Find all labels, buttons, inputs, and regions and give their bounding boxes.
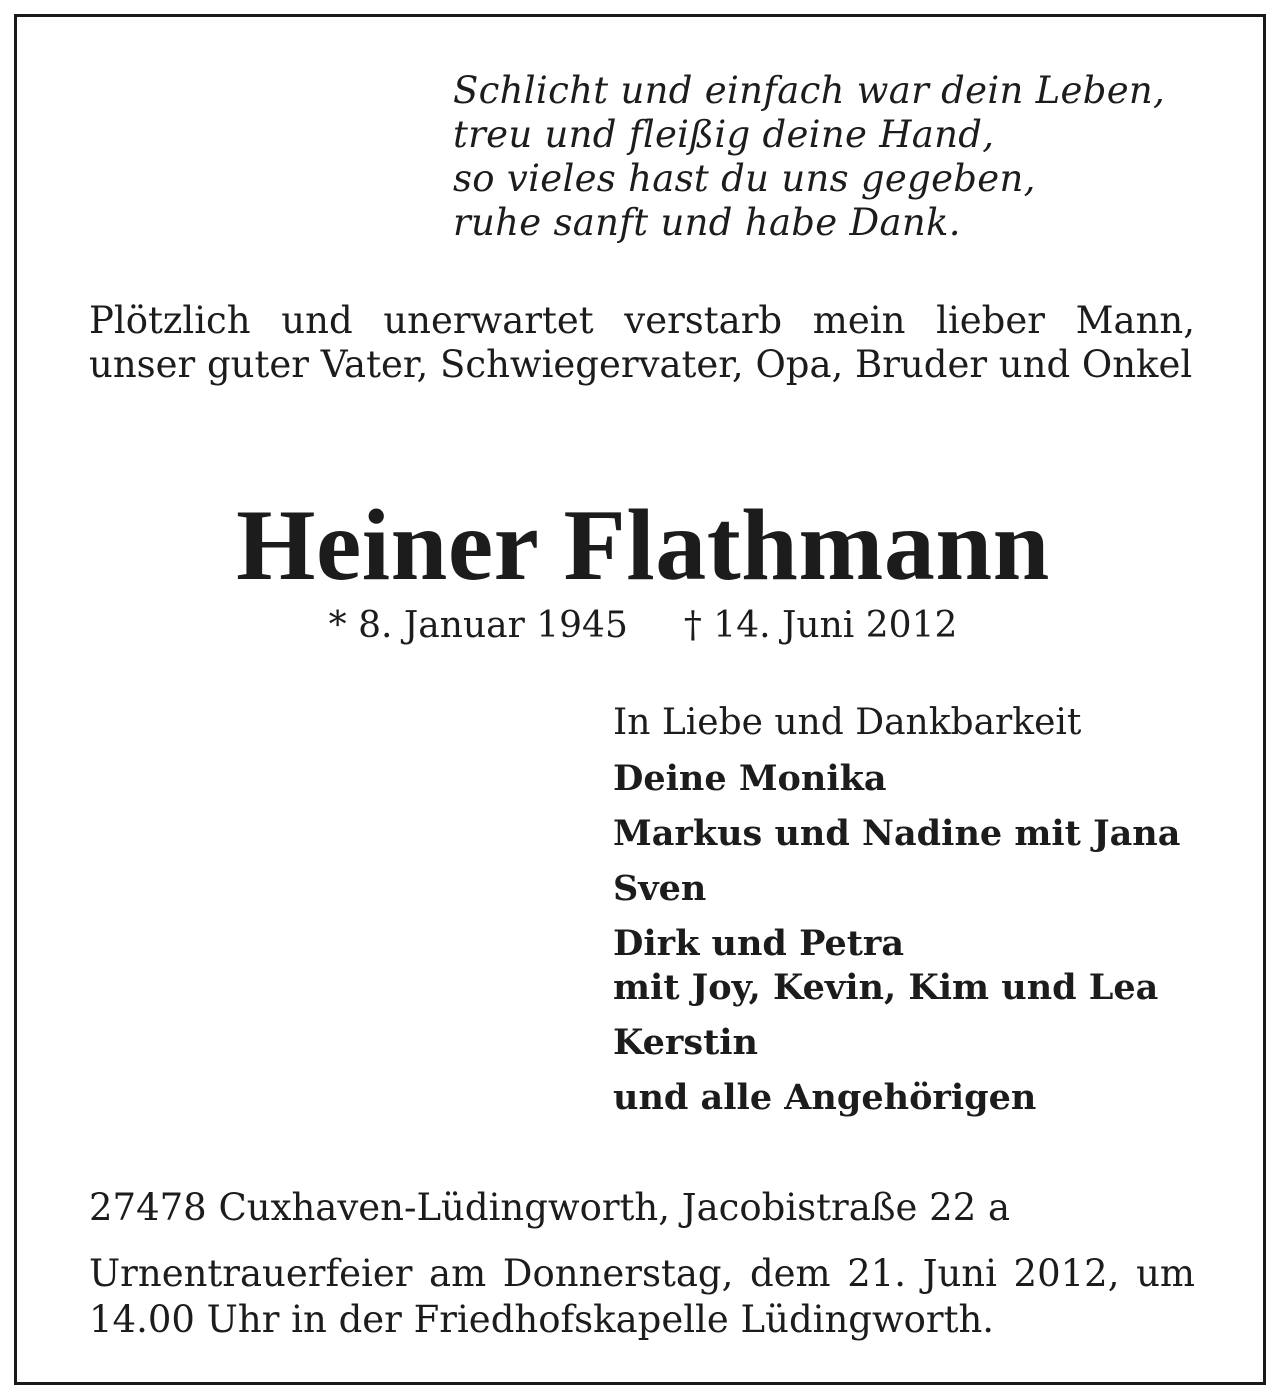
obituary-frame: [14, 14, 1266, 1385]
death-date: † 14. Juni 2012: [683, 605, 958, 646]
mourner-name: Deine Monika: [613, 758, 887, 799]
memorial-verse: [453, 69, 1213, 245]
mourner-group: [613, 922, 1233, 1010]
mourner-name: und alle Angehörigen: [613, 1077, 1037, 1118]
birth-date: * 8. Januar 1945: [328, 605, 628, 646]
mourner-group: [613, 757, 1233, 801]
mourner-name: Kerstin: [613, 1022, 758, 1063]
verse-line: Schlicht und einfach war dein Leben,: [453, 69, 1166, 112]
verse-line: ruhe sanft und habe Dank.: [453, 201, 961, 244]
mourner-group: [613, 812, 1233, 856]
mourners-block: [613, 700, 1233, 1120]
mourner-group: [613, 1076, 1233, 1120]
mourner-name: Dirk und Petra: [613, 923, 905, 964]
deceased-name: Heiner Flathmann: [236, 489, 1050, 602]
mourner-name: Sven: [613, 868, 707, 909]
mourner-group: [613, 867, 1233, 911]
mourner-group: [613, 1021, 1233, 1065]
life-dates: [17, 603, 1269, 649]
mourner-name: Markus und Nadine mit Jana: [613, 813, 1181, 854]
dedication-line: In Liebe und Dankbarkeit: [613, 702, 1082, 743]
death-announcement-text: Plötzlich und unerwartet verstarb mein lieber Mann, unser guter Vater, Schwiegervater, Opa, Bruder und Onkel: [89, 299, 1195, 386]
mourner-name: mit Joy, Kevin, Kim und Lea: [613, 967, 1159, 1008]
verse-line: treu und fleißig deine Hand,: [453, 113, 995, 156]
verse-line: so vieles hast du uns gegeben,: [453, 157, 1036, 200]
funeral-service-info: Urnentrauerfeier am Donnerstag, dem 21. Juni 2012, um 14.00 Uhr in der Friedhofskapelle Lüdingworth.: [89, 1252, 1195, 1341]
family-address: 27478 Cuxhaven-Lüdingworth, Jacobistraße 22 a: [89, 1186, 1011, 1229]
